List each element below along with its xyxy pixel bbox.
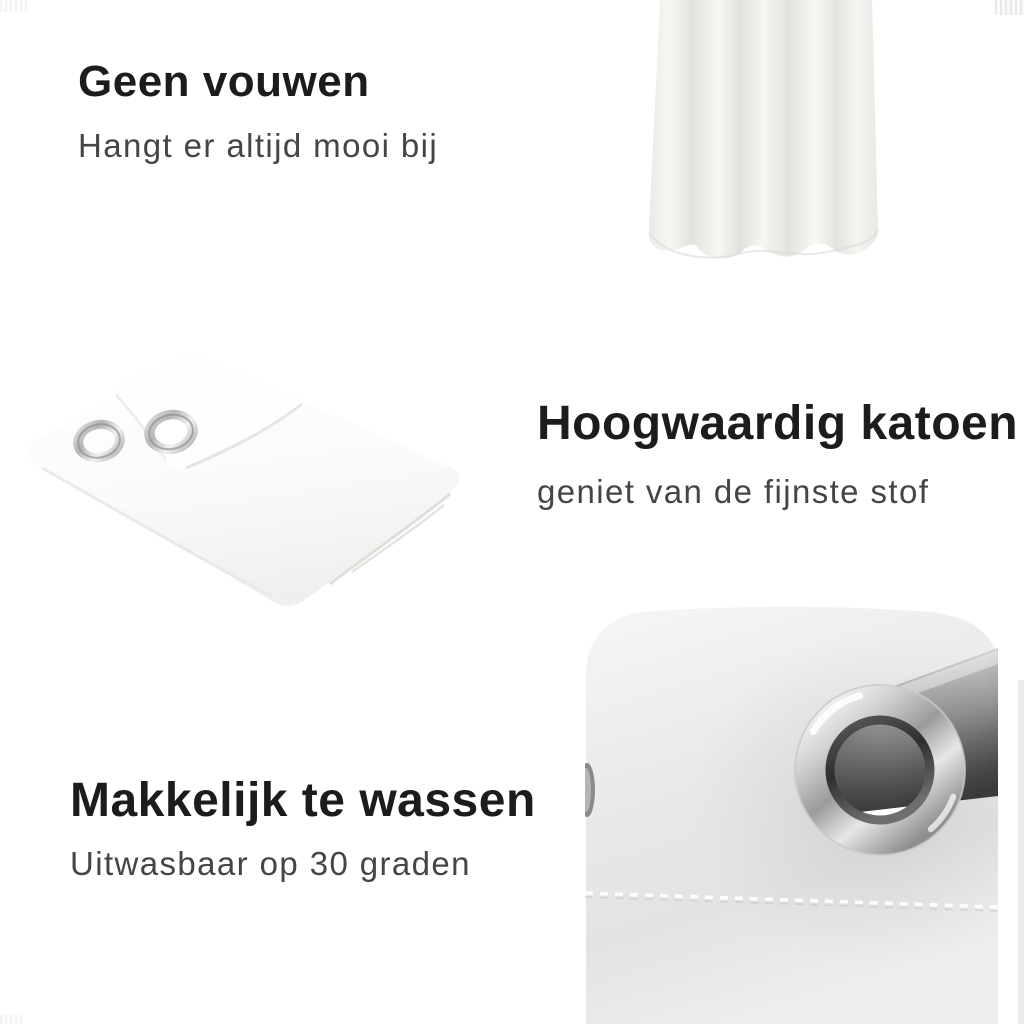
photo-fragment-top-left <box>0 0 30 12</box>
photo-crop-edge <box>998 600 1024 1024</box>
feature-subtitle: Uitwasbaar op 30 graden <box>70 844 471 882</box>
feature-block-quality-cotton <box>537 398 1018 511</box>
feature-block-easy-wash <box>70 775 536 883</box>
feature-title: Geen vouwen <box>78 57 370 106</box>
feature-title: Hoogwaardig katoen <box>537 397 1019 450</box>
feature-block-no-folds <box>78 58 438 166</box>
feature-title: Makkelijk te wassen <box>70 774 536 827</box>
folded-curtain-photo <box>0 338 480 630</box>
feature-subtitle: Hangt er altijd mooi bij <box>78 127 439 165</box>
photo-fragment-bottom-left <box>0 1015 22 1024</box>
grommet-rod-photo <box>585 600 1024 1024</box>
pleated-curtain-photo <box>646 0 882 268</box>
feature-subtitle: geniet van de fijnste stof <box>537 472 930 510</box>
grommet-rod-illustration <box>585 600 1024 1024</box>
folded-curtain-illustration <box>0 338 480 630</box>
pleated-curtain-illustration <box>646 0 882 268</box>
curtain-pleats-shape <box>649 0 878 259</box>
photo-fragment-top-right <box>995 0 1024 15</box>
